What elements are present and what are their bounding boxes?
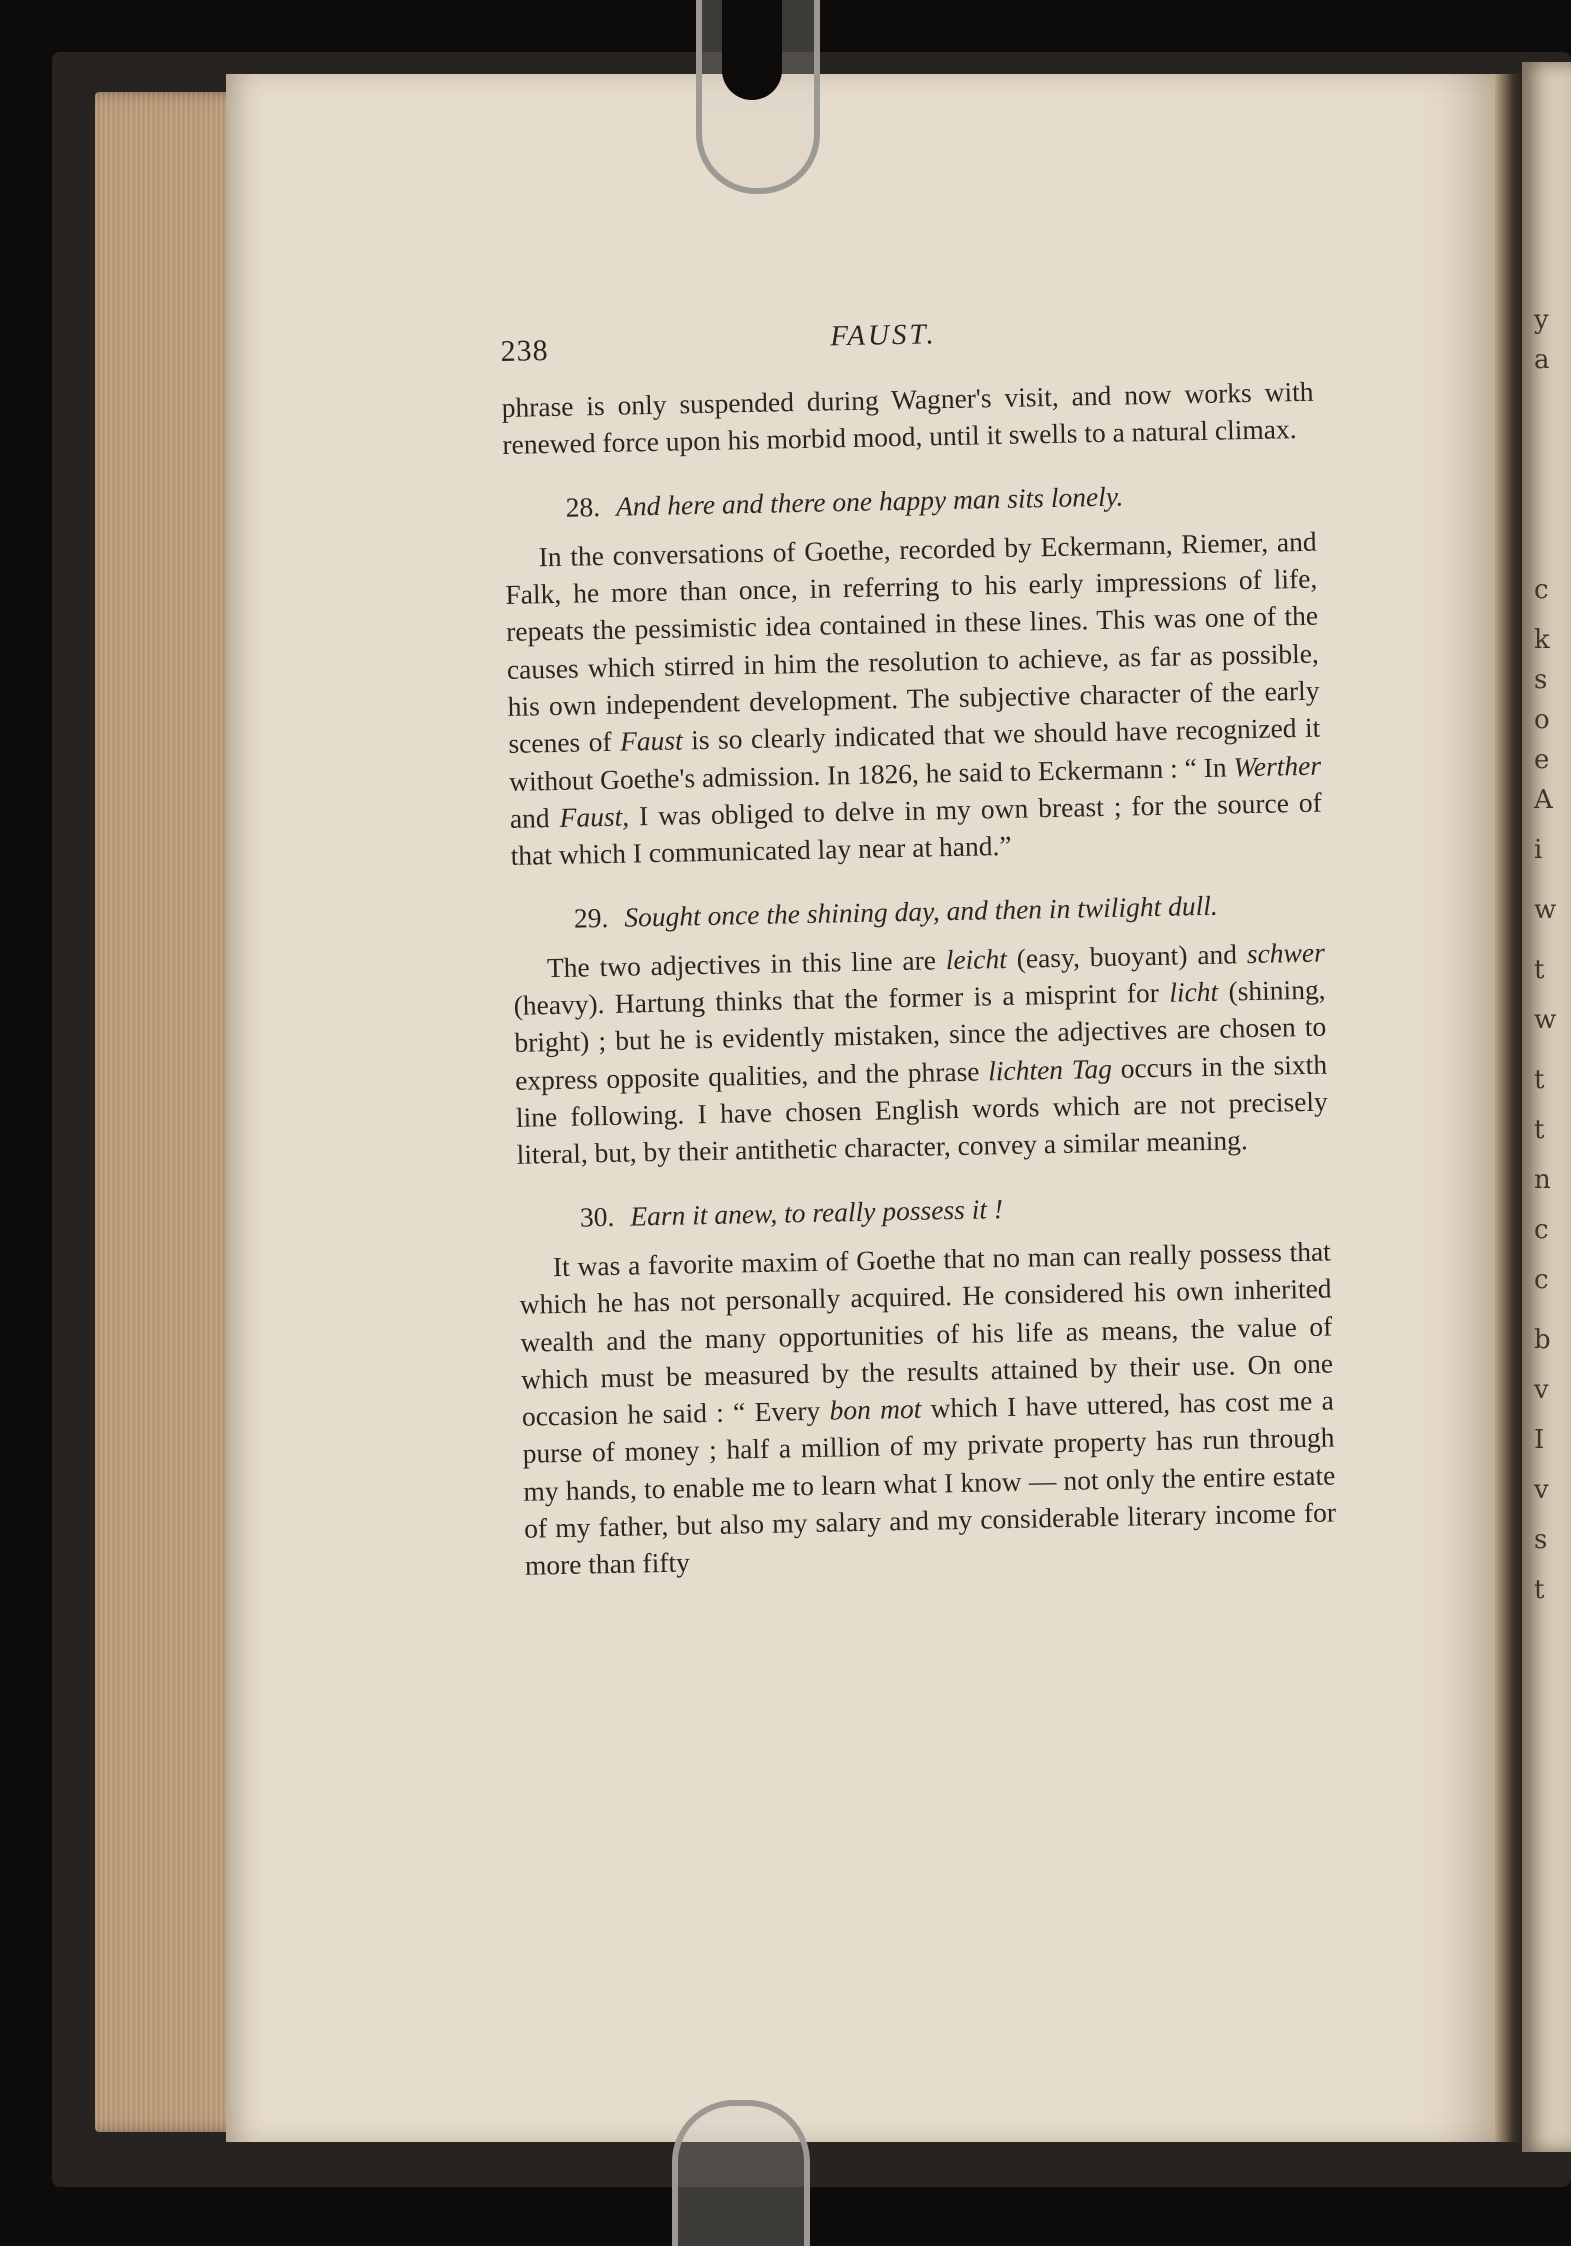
facing-page-letter: b [1534, 1325, 1551, 1355]
body-text: In the conversations of Goethe, recorded by Eckermann, Riemer, and Falk, he more than once, in referring to his early impressions of life, repeats the pessimistic idea contained in these lines. This was one of the causes which stirred in him the resolution to achieve, as far as possible, his own independent development. The subjective character of the early scenes of [505, 525, 1320, 760]
facing-page-letter: c [1534, 1215, 1549, 1245]
body-text: and [509, 801, 560, 834]
note-body [513, 933, 1329, 1173]
body-text: which I have uttered, has cost me a purse of money ; half a million of my private property has run through my hands, to enable me to learn what I know — not only the entire estate of my father, but also my salary and my considerable literary income for more than fifty [522, 1384, 1337, 1582]
facing-page-letter: A [1534, 785, 1553, 815]
note-verse-quote: Earn it anew, to really possess it ! [629, 1192, 1004, 1232]
facing-page-letter: w [1534, 895, 1557, 925]
body-text: (heavy). Hartung thinks that the former is a misprint for [513, 976, 1170, 1022]
italic-term: Faust [619, 724, 683, 758]
facing-page-letter: t [1534, 1575, 1545, 1605]
note-number: 30. [579, 1200, 615, 1233]
opening-paragraph: phrase is only suspended during Wagner's visit, and now works with renewed force upon his morbid mood, until it swells to a natural climax. [501, 375, 1314, 461]
body-text: I was obliged to delve in my own breast ; for the source of that which I communicated lay near at hand.” [510, 786, 1323, 872]
body-text: (easy, buoyant) and [1006, 938, 1248, 974]
facing-page-letter: v [1534, 1375, 1549, 1405]
italic-term: Faust, [559, 800, 630, 833]
facing-page-letter: o [1534, 705, 1550, 735]
facing-page-letter: n [1534, 1165, 1551, 1195]
body-text: (shining, bright) ; but he is evidently mistaken, since the adjectives are chosen to express opposite qualities, and the phrase [514, 973, 1327, 1096]
facing-page-letter: k [1534, 625, 1550, 655]
facing-page-edge [1522, 62, 1571, 2152]
italic-term: licht [1168, 975, 1219, 1008]
page-clip-top-opening [722, 0, 782, 100]
italic-term: bon mot [829, 1392, 922, 1426]
facing-page-letter: I [1534, 1425, 1545, 1455]
body-text: is so clearly indicated that we should have recognized it without Goethe's admission. In 1826, he said to Eckermann : “ In [508, 711, 1321, 797]
page-number: 238 [500, 334, 549, 368]
facing-page-letter: t [1534, 1115, 1545, 1145]
note-body [504, 523, 1323, 875]
body-text: occurs in the sixth line following. I have chosen English words which are not precisely literal, but, by their antithetic character, convey a similar meaning. [515, 1048, 1329, 1171]
italic-term: lichten Tag [987, 1052, 1113, 1087]
facing-page-letter: s [1534, 1525, 1548, 1555]
body-text: It was a favorite maxim of Goethe that no man can really possess that which he has not personally acquired. He considered his own inherited wealth and the many opportunities of his life as means, the value of which must be measured by the results attained by their use. On one occasion he said : “ Every [519, 1235, 1334, 1432]
note-verse-quote: And here and there one happy man sits lonely. [615, 480, 1124, 522]
running-head: FAUST. [829, 318, 937, 353]
note-verse-quote: Sought once the shining day, and then in twilight dull. [623, 889, 1218, 933]
facing-page-letter: c [1534, 1265, 1549, 1295]
italic-term: schwer [1246, 936, 1326, 969]
facing-page-letter: s [1534, 665, 1548, 695]
facing-page-letter: y [1534, 305, 1549, 335]
facing-page-letter: i [1534, 835, 1543, 865]
notes-list [503, 473, 1337, 1584]
facing-page-letter: t [1534, 1065, 1545, 1095]
note-number: 29. [573, 901, 609, 934]
note-heading [512, 884, 1325, 938]
body-text: The two adjectives in this line are [546, 944, 947, 984]
facing-page-letter: t [1534, 955, 1545, 985]
note-number: 28. [565, 490, 601, 523]
facing-page-letter: c [1534, 575, 1549, 605]
page-clip-bottom [672, 2100, 810, 2246]
italic-term: leicht [945, 942, 1008, 976]
facing-page-letter: a [1534, 345, 1550, 375]
facing-page-letter: v [1534, 1475, 1549, 1505]
note-heading [518, 1183, 1331, 1237]
italic-term: Werther [1233, 749, 1322, 783]
facing-page-letter: w [1534, 1005, 1557, 1035]
page-text [500, 309, 1337, 1585]
facing-page-letter: e [1534, 745, 1550, 775]
note-body [519, 1232, 1338, 1584]
note-heading [503, 473, 1316, 527]
